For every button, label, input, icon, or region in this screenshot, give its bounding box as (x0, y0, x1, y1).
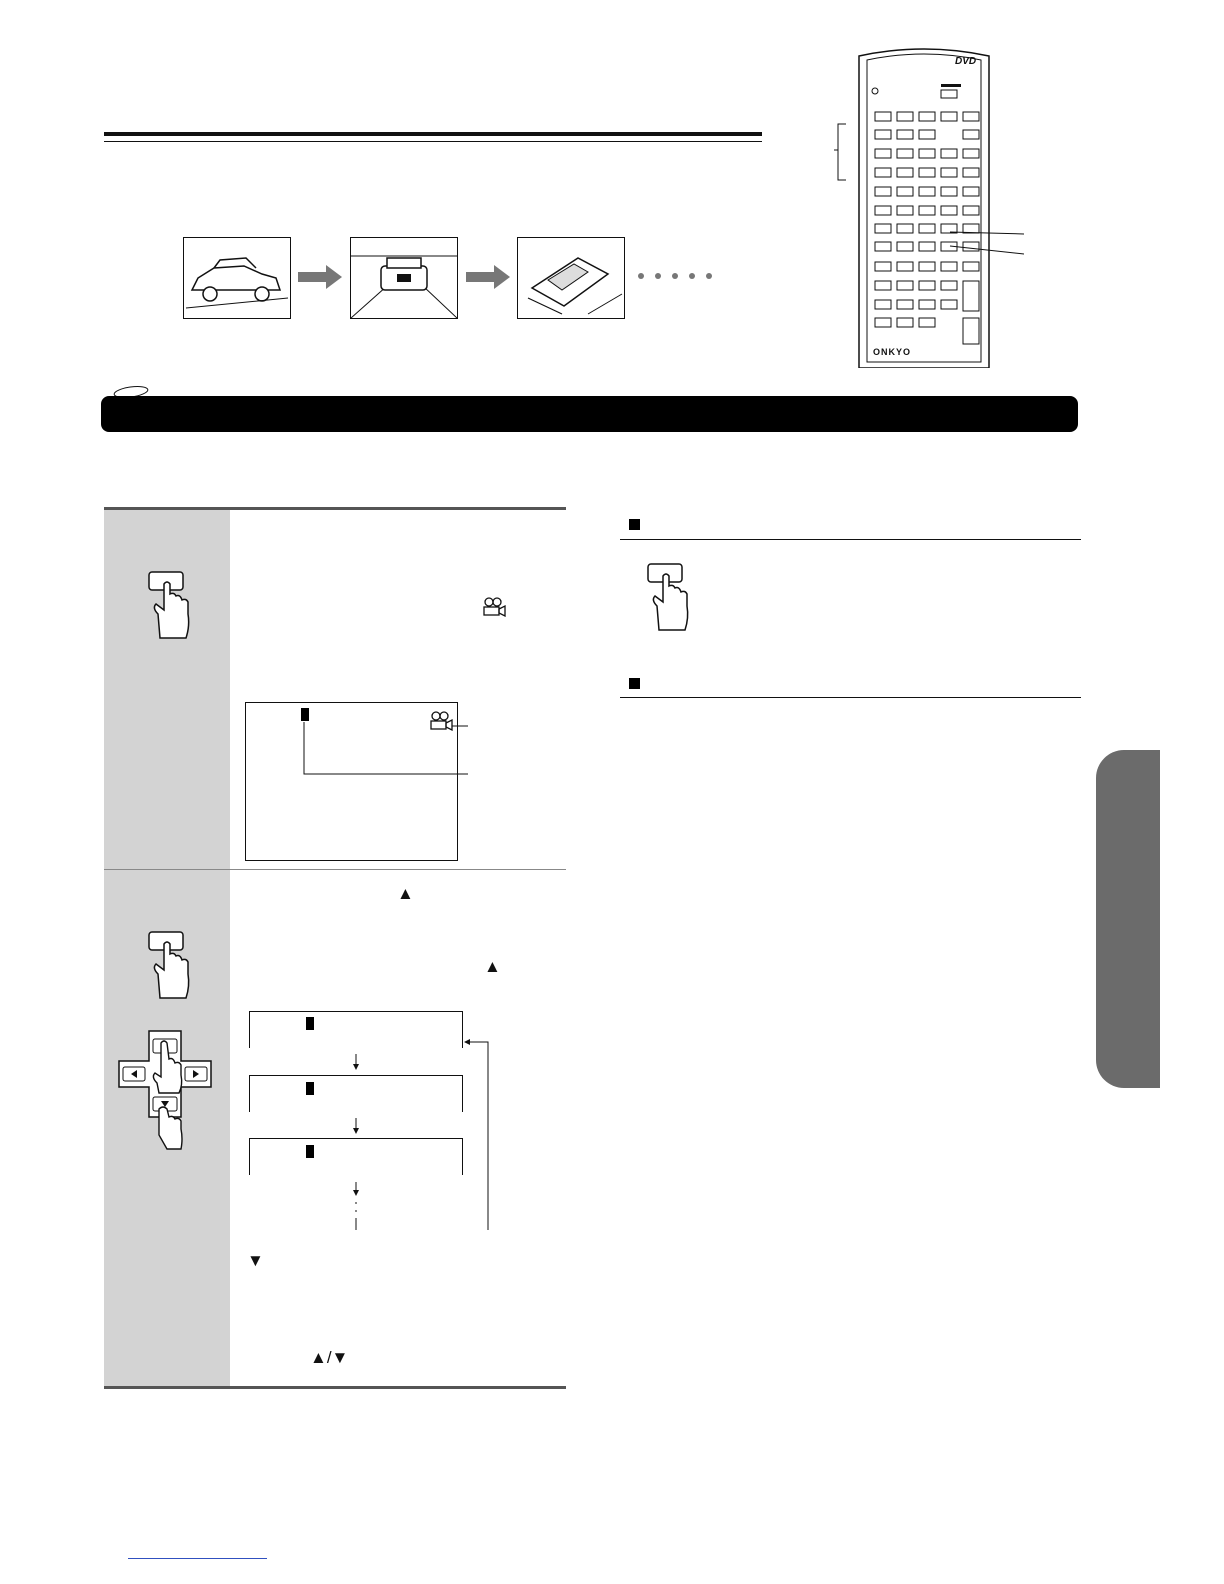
down-arrow-symbol: ▼ (247, 1251, 264, 1270)
section-title-bar (101, 396, 1078, 432)
remote-dvd-logo: DVD (955, 56, 977, 67)
camera-angle-icon (482, 597, 506, 617)
finger-press-icon (146, 570, 194, 640)
header-rule-thin (104, 141, 762, 142)
table-bottom-rule (104, 1386, 566, 1389)
scene-angle-2-image (350, 237, 458, 319)
direction-pad-illustration (115, 1029, 215, 1151)
section-divider (620, 539, 1081, 540)
finger-press-icon (146, 930, 194, 1000)
sequence-flow-arrows (340, 1036, 500, 1232)
table-top-rule (104, 507, 566, 510)
table-row-separator (104, 869, 566, 870)
scene-angle-3-image (517, 237, 625, 319)
section-bullet-square (629, 678, 640, 689)
remote-callout-lines (834, 120, 1024, 260)
screen-callout-lines (300, 718, 470, 778)
angle-number-cursor (306, 1017, 314, 1030)
section-bullet-square (629, 519, 640, 530)
chapter-side-tab (1096, 750, 1160, 1088)
scene-angle-1-image (183, 237, 291, 319)
up-down-arrow-symbols: ▲/▼ (310, 1348, 349, 1367)
arrow-right-icon (466, 265, 510, 289)
header-rule-thick (104, 132, 762, 136)
footer-link-underline (128, 1558, 267, 1559)
section-divider (620, 697, 1081, 698)
continuation-dots (638, 271, 718, 281)
arrow-right-icon (298, 265, 342, 289)
up-arrow-symbol: ▲ (484, 957, 501, 976)
finger-press-icon (645, 562, 693, 632)
angle-number-cursor (306, 1145, 314, 1158)
remote-brand-logo: ONKYO (873, 347, 912, 357)
angle-number-cursor (306, 1082, 314, 1095)
up-arrow-symbol: ▲ (397, 884, 414, 903)
